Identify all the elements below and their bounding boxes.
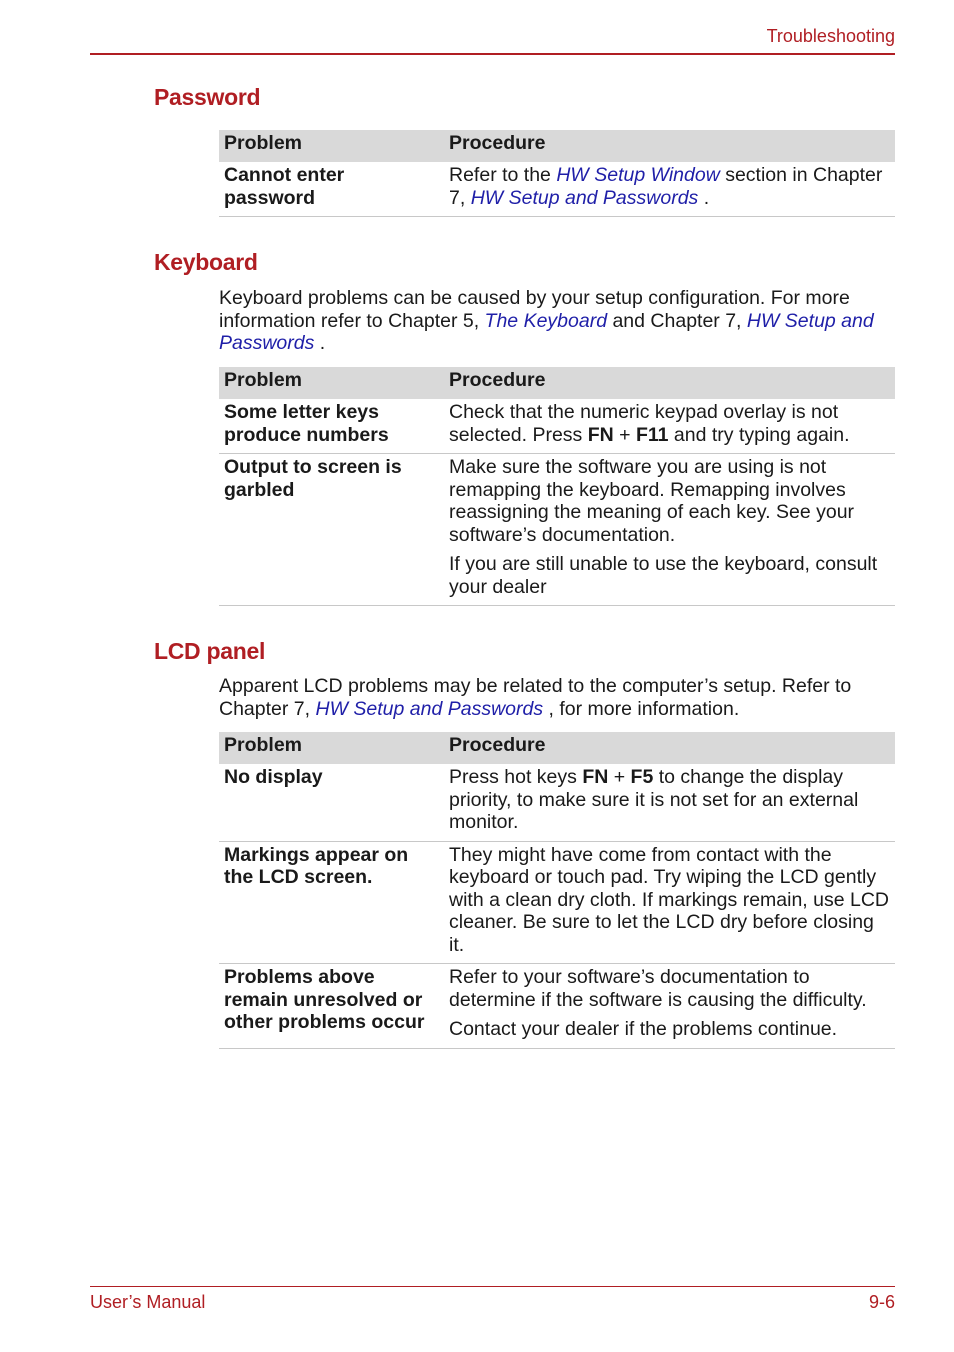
link-hw-setup-window[interactable]: HW Setup Window [556, 164, 720, 186]
table-row [219, 162, 895, 217]
lcd-table [219, 732, 895, 1049]
column-header-procedure: Procedure [444, 732, 895, 764]
keyboard-intro [219, 287, 895, 355]
problem-cell: Problems above remain unresolved or other problems occur [219, 964, 444, 1049]
key-f5: F5 [630, 766, 654, 788]
link-the-keyboard[interactable]: The Keyboard [484, 309, 608, 332]
heading-lcd-panel: LCD panel [154, 638, 266, 664]
header-rule [90, 53, 895, 55]
problem-cell: Markings appear on the LCD screen. [219, 841, 444, 964]
footer-rule [90, 1286, 895, 1287]
procedure-text: and try typing again. [668, 423, 850, 446]
key-f11: F11 [635, 423, 669, 446]
table-row [219, 399, 895, 454]
heading-password: Password [154, 84, 261, 110]
procedure-paragraph: Refer to your software’s documentation to determine if the software is causing the difficulty. [449, 966, 867, 1011]
plus-sign: + [608, 766, 631, 788]
table-row [219, 764, 895, 841]
link-hw-setup-and-passwords[interactable]: HW Setup and Passwords [219, 309, 874, 354]
procedure-cell [444, 764, 895, 841]
column-header-problem: Problem [219, 732, 444, 764]
procedure-text: Press hot keys [449, 766, 583, 788]
footer-manual-title: User’s Manual [90, 1292, 206, 1312]
procedure-cell [444, 454, 895, 606]
procedure-text: Refer to the [449, 164, 557, 186]
table-row [219, 964, 895, 1049]
problem-cell: Output to screen is garbled [219, 454, 444, 606]
intro-text: and Chapter 7, [607, 309, 747, 332]
table-row [219, 454, 895, 606]
procedure-text: Check that the numeric keypad overlay is not selected. Press [449, 401, 839, 446]
intro-text: Apparent LCD problems may be related to the computer’s setup. Refer to Chapter 7, [219, 675, 852, 720]
column-header-problem: Problem [219, 367, 444, 399]
column-header-procedure: Procedure [444, 130, 895, 162]
procedure-text: section in Chapter 7, [449, 164, 883, 209]
lcd-intro [219, 675, 895, 720]
column-header-problem: Problem [219, 130, 444, 162]
procedure-cell [444, 964, 895, 1049]
table-row [219, 841, 895, 964]
running-header: Troubleshooting [766, 26, 895, 46]
procedure-text: to change the display priority, to make sure it is not set for an external monitor. [449, 766, 859, 833]
procedure-paragraph: Contact your dealer if the problems continue. [449, 1018, 838, 1040]
problem-cell: Some letter keys produce numbers [219, 399, 444, 454]
column-header-procedure: Procedure [444, 367, 895, 399]
procedure-paragraph: Make sure the software you are using is not remapping the keyboard. Remapping involves reassigning the meaning of each key. See your software’s documentation. [449, 456, 855, 546]
procedure-cell: They might have come from contact with the keyboard or touch pad. Try wiping the LCD gently with a clean dry cloth. If markings remain, use LCD cleaner. Be sure to let the LCD dry before closing it. [444, 841, 895, 964]
procedure-paragraph: If you are still unable to use the keyboard, consult your dealer [449, 553, 878, 598]
intro-text: Keyboard problems can be caused by your setup configuration. For more information refer to Chapter 5, [219, 287, 850, 332]
heading-keyboard: Keyboard [154, 249, 258, 275]
problem-cell: No display [219, 764, 444, 841]
intro-text: . [314, 332, 326, 354]
key-fn: FN [582, 766, 609, 788]
plus-sign: + [613, 423, 636, 446]
password-table [219, 130, 895, 217]
key-fn: FN [587, 423, 614, 446]
procedure-text: . [698, 186, 710, 209]
link-hw-setup-and-passwords[interactable]: HW Setup and Passwords [470, 186, 699, 209]
link-hw-setup-and-passwords[interactable]: HW Setup and Passwords [315, 697, 544, 720]
page-number: 9-6 [868, 1292, 895, 1312]
intro-text: , for more information. [543, 697, 740, 720]
problem-cell: Cannot enter password [219, 162, 444, 217]
procedure-cell [444, 162, 895, 217]
procedure-cell [444, 399, 895, 454]
keyboard-table [219, 367, 895, 606]
